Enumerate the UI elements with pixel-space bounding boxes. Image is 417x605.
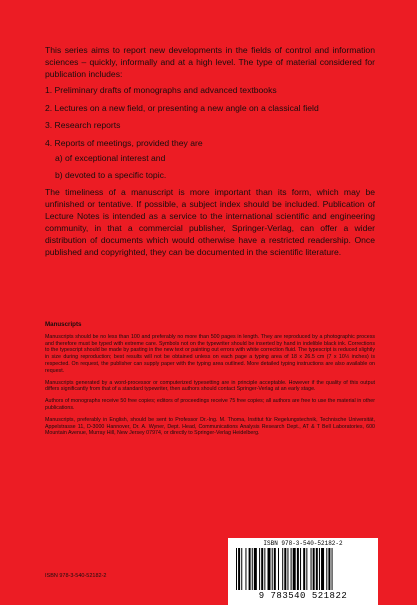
barcode-bar: [259, 548, 260, 590]
barcode-bar: [311, 548, 312, 590]
barcode-bar: [300, 548, 301, 590]
barcode-bar: [326, 548, 327, 590]
sublist-item: a) of exceptional interest and: [55, 152, 166, 163]
barcode-bar: [268, 548, 271, 590]
barcode-bar: [274, 548, 276, 590]
manuscripts-paragraph: Manuscripts, preferably in English, should be sent to Professor Dr.-Ing. M. Thoma, Institut für Regelungstechnik, Technische Universität, Appelstrasse 11, D-3000 Hannover, Dr. A. Wyner, Dept. Head, Communications Analysis Research Dept., AT & T Bell Laboratories, 600 Mountain Avenue, Murray Hill, New Jersey 07974, or directly to Springer-Verlag Heidelberg.: [45, 416, 375, 437]
barcode-bar: [272, 548, 273, 590]
manuscripts-paragraph: Manuscripts generated by a word-processor or computerized typesetting are in principle acceptable. However if the quality of this output differs significantly from that of a standard typewriter, then authors should contact Springer-Verlag at an early stage.: [45, 379, 375, 393]
barcode-bar: [278, 548, 279, 590]
barcode-digits: 9 783540 521822: [258, 591, 348, 601]
barcode-bar: [284, 548, 286, 590]
series-description: [45, 44, 375, 258]
sublist-item: b) devoted to a specific topic.: [55, 169, 167, 180]
barcode-bar: [313, 548, 315, 590]
barcode-bar: [319, 548, 320, 590]
barcode-bar: [291, 548, 292, 590]
manuscripts-section: [45, 322, 375, 442]
list-item: 2. Lectures on a new field, or presenting a new angle on a classical field: [45, 102, 319, 113]
barcode-bar: [287, 548, 288, 590]
barcode-bar: [238, 548, 240, 590]
manuscripts-heading: Manuscripts: [45, 321, 82, 328]
barcode-bar: [293, 548, 296, 590]
barcode-bars: [236, 548, 370, 592]
barcode-bar: [252, 548, 253, 590]
list-item: 3. Research reports: [45, 120, 121, 130]
barcode-bar: [236, 548, 237, 590]
barcode-bar: [303, 548, 305, 590]
list-item-label: 4. Reports of meetings, provided they are: [45, 137, 203, 148]
material-list: [45, 84, 375, 181]
timeliness-paragraph: The timeliness of a manuscript is more important than its form, which may be unfinished or tentative. If possible, a subject index should be included. Publication of Lecture Notes is intended as a service to the international scientific and engineering community, in that a commercial publisher, Springer-Verlag, can offer a wider distribution of documents which would otherwise have a restricted readership. Once published and copyrighted, they can be documented in the scientific literature.: [45, 187, 375, 257]
barcode-bar: [241, 548, 242, 590]
intro-paragraph: This series aims to report new developments in the fields of control and information sciences – quickly, informally and at a high level. The type of material considered for publication includes:: [45, 45, 375, 79]
barcode-bar: [245, 548, 246, 590]
barcode-bar: [328, 548, 330, 590]
manuscripts-paragraph: Manuscripts should be no less than 100 and preferably no more than 500 pages in length. They are reproduced by a photographic process and therefore must be typed with extreme care. Symbols not on the typewriter should be inserted by hand in indelible black ink. Corrections to the typescript should be made by pasting in the new text or painting out errors with white correction fluid. The typescript is reduced slightly in size during reproduction; best results will not be obtained unless on each page a typing area of 18 x 26.5 cm (7 x 10½ inches) is respected. On request, the publisher can supply paper with the typing area outlined. More detailed typing instructions are also available on request.: [45, 333, 375, 374]
barcode-bar: [297, 548, 299, 590]
barcode-bar: [321, 548, 324, 590]
barcode-bar: [261, 548, 263, 590]
barcode-bar: [306, 548, 307, 590]
list-item: 1. Preliminary drafts of monographs and advanced textbooks: [45, 85, 277, 95]
barcode: [228, 538, 378, 605]
barcode-isbn-label: ISBN 978-3-540-52182-2: [263, 540, 343, 547]
manuscripts-paragraph: Authors of monographs receive 50 free copies; editors of proceedings receive 75 free copies; all authors are free to use the material in other publications.: [45, 398, 375, 411]
barcode-bar: [332, 548, 333, 590]
barcode-bar: [316, 548, 318, 590]
barcode-bar: [254, 548, 257, 590]
list-item: [45, 137, 375, 181]
barcode-bar: [249, 548, 251, 590]
isbn-label: ISBN 978-3-540-52182-2: [45, 573, 107, 579]
barcode-bar: [264, 548, 265, 590]
meeting-conditions-list: [55, 152, 375, 181]
barcode-bar: [282, 548, 283, 590]
